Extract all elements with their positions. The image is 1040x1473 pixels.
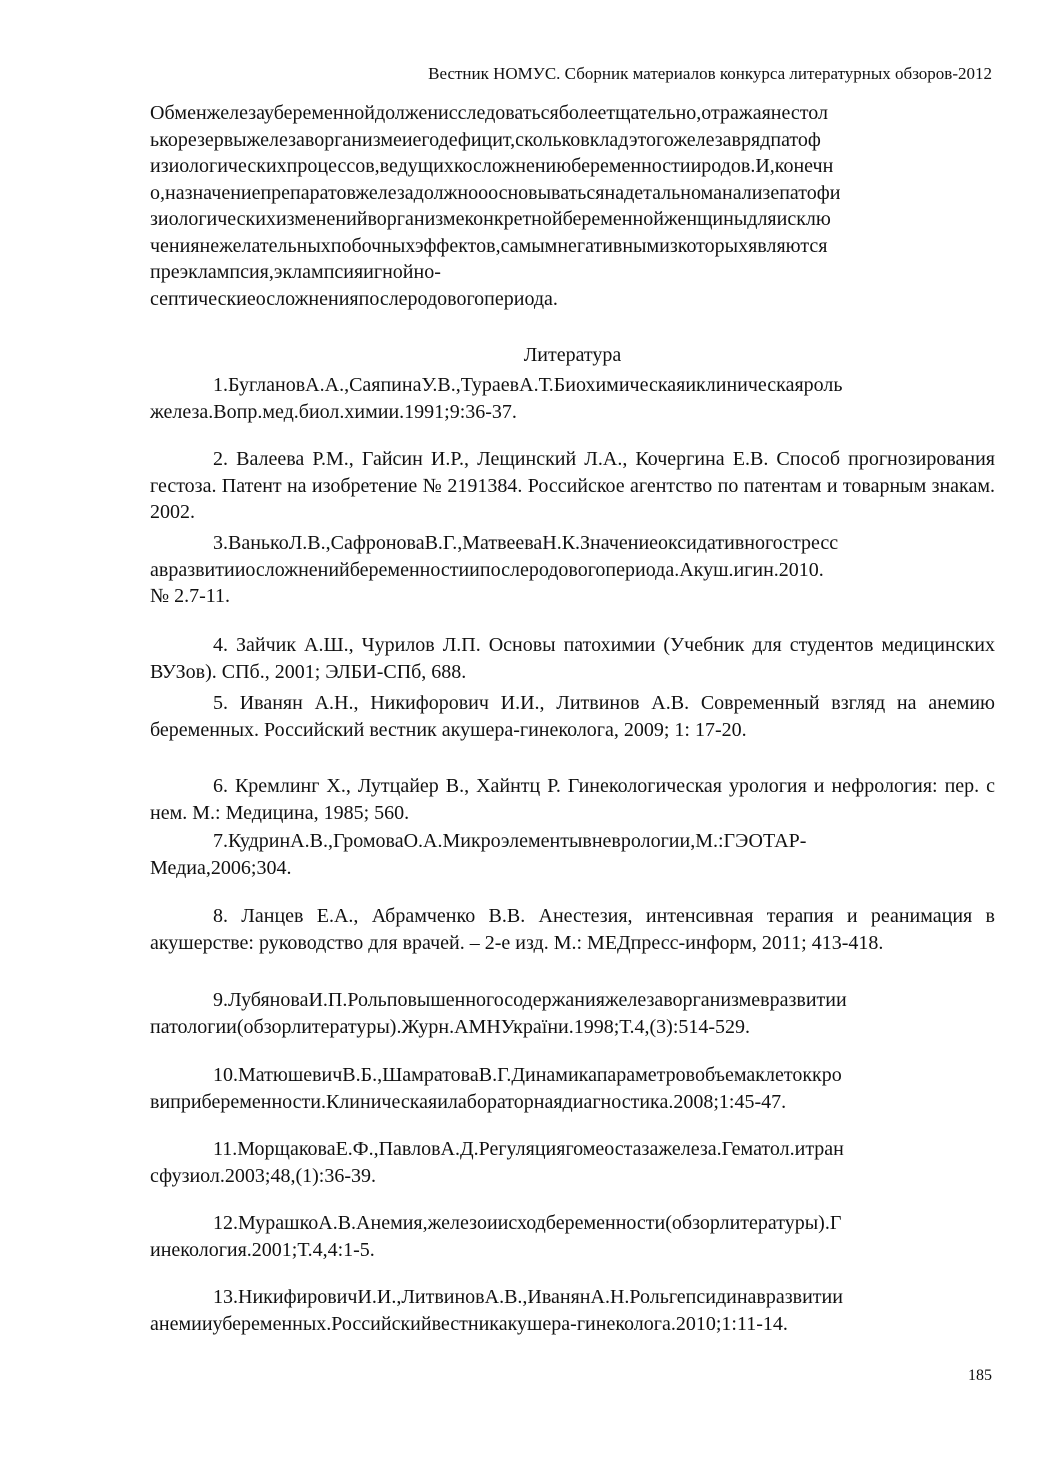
intro-line: Обменжелезаубеременнойдолженисследоватьсяболеетщательно,отражаянестол: [150, 102, 828, 124]
reference-2: 2. Валеева Р.М., Гайсин И.Р., Лещинский Л.А., Кочергина Е.В. Способ прогнозирования гестоза. Патент на изобретение № 2191384. Российское агентство по патентам и товарным знакам. 2002.: [150, 448, 995, 523]
reference-line: 12.МурашкоА.В.Анемия,железоиисходбеременности(обзорлитературы).Г: [213, 1212, 842, 1234]
intro-line: изиологическихпроцессов,ведущихкосложнениюбеременностииродов.И,конечн: [150, 155, 834, 177]
reference-line: № 2.7-11.: [150, 585, 230, 607]
reference-line: 9.ЛубяноваИ.П.Рольповышенногосодержанияжелезаворганизмевразвитии: [213, 989, 847, 1011]
reference-line: 11.МорщаковаЕ.Ф.,ПавловА.Д.Регуляциягомеостазажелеза.Гематол.итран: [213, 1138, 844, 1160]
reference-12: [150, 1210, 995, 1263]
reference-line: сфузиол.2003;48,(1):36-39.: [150, 1164, 376, 1187]
reference-5: 5. Иванян А.Н., Никифорович И.И., Литвинов А.В. Современный взгляд на анемию беременных. Российский вестник акушера-гинеколога, 2009; 1: 17-20.: [150, 692, 995, 741]
reference-8: 8. Ланцев Е.А., Абрамченко В.В. Анестезия, интенсивная терапия и реанимация в акушерстве: руководство для врачей. – 2-е изд. М.: МЕДпресс-информ, 2011; 413-418.: [150, 905, 995, 954]
intro-line: о,назначениепрепаратовжелезадолжнооосновыватьсянадетальноманализепатофи: [150, 181, 841, 204]
intro-paragraph: [150, 100, 995, 312]
reference-6: 6. Кремлинг Х., Лутцайер В., Хайнтц Р. Гинекологическая урология и нефрология: пер. с нем. М.: Медицина, 1985; 560.: [150, 775, 995, 824]
intro-line: септическиеосложненияпослеродовогопериода.: [150, 287, 558, 310]
reference-13: [150, 1284, 995, 1337]
literature-heading: Литература: [523, 344, 622, 366]
intro-line: ькорезервыжелезаворганизмеиегодефицит,скольковкладэтогожелезаврядпатоф: [150, 128, 821, 151]
intro-line: чениянежелательныхпобочныхэффектов,самымнегативнымизкоторыхявляются: [150, 234, 828, 257]
reference-line: 3.ВанькоЛ.В.,СафроноваВ.Г.,МатвееваН.К.Значениеоксидативногостресс: [213, 532, 839, 554]
running-header: Вестник НОМУС. Сборник материалов конкурса литературных обзоров-2012: [428, 64, 992, 83]
reference-9: [150, 987, 995, 1040]
reference-line: инекология.2001;Т.4,4:1-5.: [150, 1238, 375, 1261]
reference-line: железа.Вопр.мед.биол.химии.1991;9:36-37.: [150, 400, 517, 423]
reference-line: авразвитииосложненийбеременностиипослеродовогопериода.Акуш.игин.2010.: [150, 558, 824, 581]
reference-line: 13.НикифировичИ.И.,ЛитвиновА.В.,ИванянА.Н.Рольгепсидинавразвитии: [213, 1286, 843, 1308]
reference-line: Медиа,2006;304.: [150, 856, 292, 879]
reference-10: [150, 1062, 995, 1115]
reference-line: виприбеременности.Клиническаяилабораторнаядиагностика.2008;1:45-47.: [150, 1090, 787, 1113]
reference-line: 1.БуглановА.А.,СаяпинаУ.В.,ТураевА.Т.Биохимическаяиклиническаяроль: [213, 374, 843, 396]
reference-11: [150, 1136, 995, 1189]
reference-line: патологии(обзорлитературы).Журн.АМНУкраїни.1998;Т.4,(3):514-529.: [150, 1015, 751, 1038]
reference-7: [150, 828, 995, 881]
reference-3: [150, 530, 995, 610]
reference-4: 4. Зайчик А.Ш., Чурилов Л.П. Основы патохимии (Учебник для студентов медицинских ВУЗов). СПб., 2001; ЭЛБИ-СПб, 688.: [150, 634, 995, 683]
reference-line: 10.МатюшевичВ.Б.,ШамратоваВ.Г.Динамикапараметровобъемаклетоккро: [213, 1064, 842, 1086]
reference-1: [150, 372, 995, 425]
reference-line: 7.КудринА.В.,ГромоваО.А.Микроэлементывневрологии,М.:ГЭОТАР-: [213, 830, 807, 852]
reference-line: анемииубеременных.Российскийвестникакушера-гинеколога.2010;1:11-14.: [150, 1312, 788, 1335]
intro-line: зиологическихизмененийворганизмеконкретнойбеременнойженщиныдляисклю: [150, 208, 831, 230]
intro-line: преэклампсия,эклампсияигнойно-: [150, 261, 441, 283]
page-number: 185: [968, 1367, 992, 1384]
